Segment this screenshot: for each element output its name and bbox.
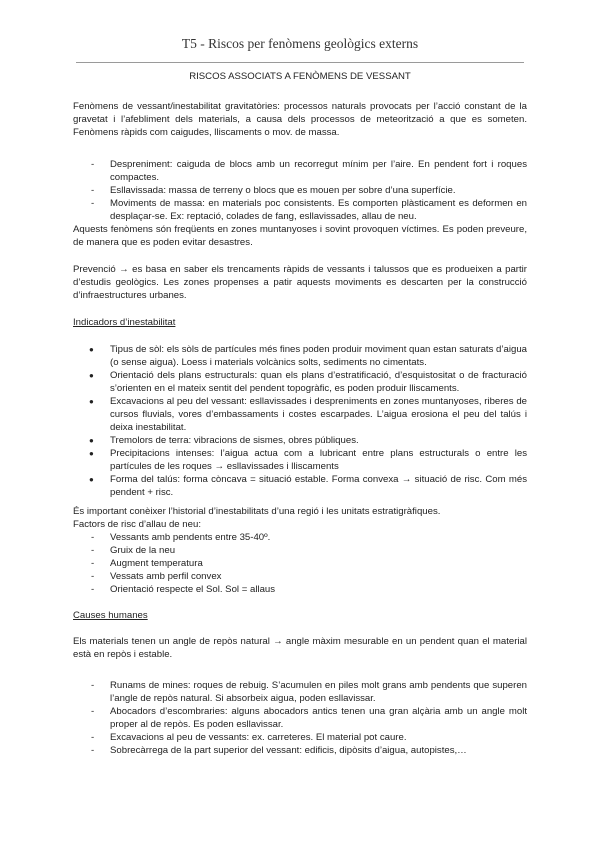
list-item: ● Precipitacions intenses: l’aigua actua com a lubricant entre plans estructurals o entre les partícules de les roques → esllavissades i lliscaments — [73, 447, 527, 473]
movement-types-list — [73, 158, 527, 223]
list-item: - Esllavissada: massa de terreny o blocs que es mouen per sobre d’una superfície. — [73, 184, 527, 197]
page-header-title: T5 - Riscos per fenòmens geològics externs — [181, 36, 419, 51]
list-item: - Augment temperatura — [73, 557, 527, 570]
header-divider — [76, 62, 524, 63]
avalanche-heading: Factors de risc d’allau de neu: — [73, 519, 201, 530]
list-item: - Gruix de la neu — [73, 544, 527, 557]
human-causes-heading: Causes humanes — [73, 610, 148, 621]
document-body — [73, 70, 527, 757]
section-title: RISCOS ASSOCIATS A FENÒMENS DE VESSANT — [189, 71, 411, 82]
list-item: - Moviments de massa: en materials poc consistents. Es comporten plàsticament es deformen en desplaçar-se. Ex: reptació, colades de fang, esllavissades, allau de neu. — [73, 197, 527, 223]
frequency-paragraph: Aquests fenòmens són freqüents en zones muntanyoses i sovint provoquen víctimes. Es poden preveure, de manera que es poden evitar desastres. — [73, 224, 527, 248]
prevention-paragraph: Prevenció → es basa en saber els trencaments ràpids de vessants i talussos que es produeixen a partir d’estudis geològics. Les zones propenses a patir aquests moviments es descarten per la construcció d’infraestructures urbanes. — [73, 264, 527, 301]
history-paragraph: És important conèixer l’historial d’inestabilitats d’una regió i les unitats estratigràfiques. — [73, 506, 441, 517]
list-item: - Vessants amb pendents entre 35-40º. — [73, 531, 527, 544]
list-item: - Runams de mines: roques de rebuig. S’acumulen en piles molt grans amb pendents que superen l’angle de repòs natural. Si absorbeix aigua, poden esllavissar. — [73, 679, 527, 705]
list-item: - Orientació respecte el Sol. Sol = allaus — [73, 583, 527, 596]
human-causes-list — [73, 679, 527, 757]
human-causes-intro: Els materials tenen un angle de repòs natural → angle màxim mesurable en un pendent quan el material està en repòs i estable. — [73, 636, 527, 660]
list-item: - Vessats amb perfil convex — [73, 570, 527, 583]
list-item: ● Forma del talús: forma còncava = situació estable. Forma convexa → situació de risc. Com més pendent + risc. — [73, 473, 527, 499]
avalanche-factors-list — [73, 531, 527, 596]
list-item: ● Tipus de sòl: els sòls de partícules més fines poden produir moviment quan estan saturats d’aigua (o sense aigua). Loess i materials volcànics solts, sediments no cimentats. — [73, 343, 527, 369]
list-item: ● Excavacions al peu del vessant: esllavissades i despreniments en zones muntanyoses, riberes de cursos fluvials, vores d’embassaments i costes escarpades. L’aigua erosiona el peu del talús i deixa inestabilitat. — [73, 395, 527, 434]
list-item: - Despreniment: caiguda de blocs amb un recorregut mínim per l’aire. En pendent fort i roques compactes. — [73, 158, 527, 184]
list-item: - Abocadors d’escombraries: alguns abocadors antics tenen una gran alçària amb un angle molt proper al de repòs. Es poden esllavissar. — [73, 705, 527, 731]
list-item: ● Tremolors de terra: vibracions de sismes, obres públiques. — [73, 434, 527, 447]
indicators-heading: Indicadors d’inestabilitat — [73, 317, 176, 328]
intro-paragraph: Fenòmens de vessant/inestabilitat gravitatòries: processos naturals provocats per l’acció constant de la gravetat i l’afebliment dels materials, a causa dels processos de meteorització a que es someten. Fenòmens ràpids com caigudes, lliscaments o mov. de massa. — [73, 101, 527, 138]
indicators-list — [73, 343, 527, 499]
list-item: - Sobrecàrrega de la part superior del vessant: edificis, dipòsits d’aigua, autopistes,… — [73, 744, 527, 757]
list-item: - Excavacions al peu de vessants: ex. carreteres. El material pot caure. — [73, 731, 527, 744]
list-item: ● Orientació dels plans estructurals: quan els plans d’estratificació, d’esquistositat o de fracturació s’orienten en el mateix sentit del pendent topogràfic, es poden produir lliscaments. — [73, 369, 527, 395]
